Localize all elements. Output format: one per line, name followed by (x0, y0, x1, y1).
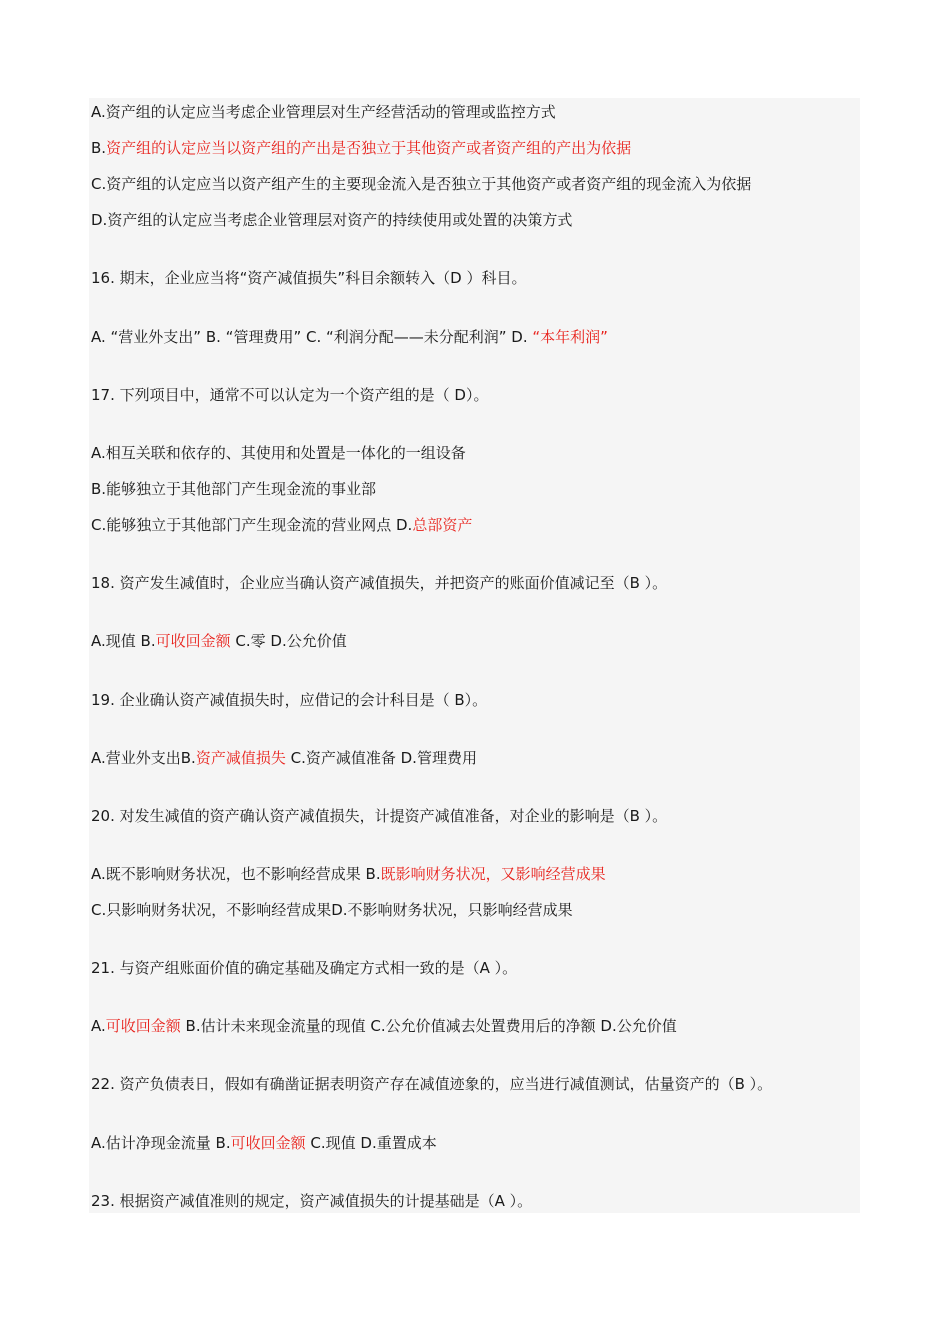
q21-question: 21. 与资产组账面价值的确定基础及确定方式相一致的是（A ）。 (91, 959, 518, 977)
q20-options-cd: C.只影响财务状况，不影响经营成果D.不影响财务状况，只影响经营成果 (91, 901, 573, 919)
q17-option-b: B.能够独立于其他部门产生现金流的事业部 (91, 480, 377, 498)
q22-question: 22. 资产负债表日，假如有确凿证据表明资产存在减值迹象的，应当进行减值测试，估量资产的（B ）。 (91, 1075, 773, 1093)
q23-question: 23. 根据资产减值准则的规定，资产减值损失的计提基础是（A ）。 (91, 1192, 533, 1210)
options-text: B.估计未来现金流量的现值 C.公允价值减去处置费用后的净额 D.公允价值 (180, 1017, 677, 1035)
answer-highlight: 可收回金额 (230, 1134, 306, 1152)
answer-highlight: 资产组的认定应当以资产组的产出是否独立于其他资产或者资产组的产出为依据 (106, 139, 632, 157)
answer-highlight: 可收回金额 (105, 1017, 181, 1035)
answer-highlight: 总部资产 (412, 516, 473, 534)
options-text: A.现值 B. (91, 632, 156, 650)
q22-options (91, 1133, 437, 1153)
options-text: A.营业外支出B. (91, 749, 196, 767)
answer-highlight: 资产减值损失 (195, 749, 286, 767)
q16-question: 16. 期末，企业应当将“资产减值损失”科目余额转入（D ）科目。 (91, 269, 527, 287)
q15-option-c: C.资产组的认定应当以资产组产生的主要现金流入是否独立于其他资产或者资产组的现金流入为依据 (91, 175, 752, 193)
q17-question: 17. 下列项目中，通常不可以认定为一个资产组的是（ D）。 (91, 386, 489, 404)
options-text: C.零 D.公允价值 (230, 632, 347, 650)
q15-option-b (91, 138, 631, 158)
page-background (89, 98, 860, 1213)
q21-options (91, 1016, 677, 1036)
options-text: A. “营业外支出” B. “管理费用” C. “利润分配——未分配利润” D. (91, 328, 533, 346)
options-text: C.资产减值准备 D.管理费用 (285, 749, 477, 767)
option-prefix: B. (91, 139, 107, 157)
q17-option-a: A.相互关联和依存的、其使用和处置是一体化的一组设备 (91, 444, 466, 462)
answer-highlight: “本年利润” (532, 328, 608, 346)
q20-question: 20. 对发生减值的资产确认资产减值损失，计提资产减值准备，对企业的影响是（B ）。 (91, 807, 668, 825)
answer-highlight: 既影响财务状况，又影响经营成果 (380, 865, 606, 883)
q18-question: 18. 资产发生减值时，企业应当确认资产减值损失，并把资产的账面价值减记至（B ）。 (91, 574, 668, 592)
q15-option-a: A.资产组的认定应当考虑企业管理层对生产经营活动的管理或监控方式 (91, 103, 556, 121)
options-text: C.能够独立于其他部门产生现金流的营业网点 D. (91, 516, 413, 534)
q19-options (91, 748, 477, 768)
options-text: A.既不影响财务状况，也不影响经营成果 B. (91, 865, 381, 883)
options-text: A.估计净现金流量 B. (91, 1134, 231, 1152)
q15-option-d: D.资产组的认定应当考虑企业管理层对资产的持续使用或处置的决策方式 (91, 211, 573, 229)
answer-highlight: 可收回金额 (155, 632, 231, 650)
q19-question: 19. 企业确认资产减值损失时，应借记的会计科目是（ B）。 (91, 691, 488, 709)
q17-option-cd (91, 515, 472, 535)
q18-options (91, 631, 347, 651)
options-text: C.现值 D.重置成本 (305, 1134, 437, 1152)
q20-options-ab (91, 864, 606, 884)
options-text: A. (91, 1017, 106, 1035)
q16-options (91, 327, 608, 347)
